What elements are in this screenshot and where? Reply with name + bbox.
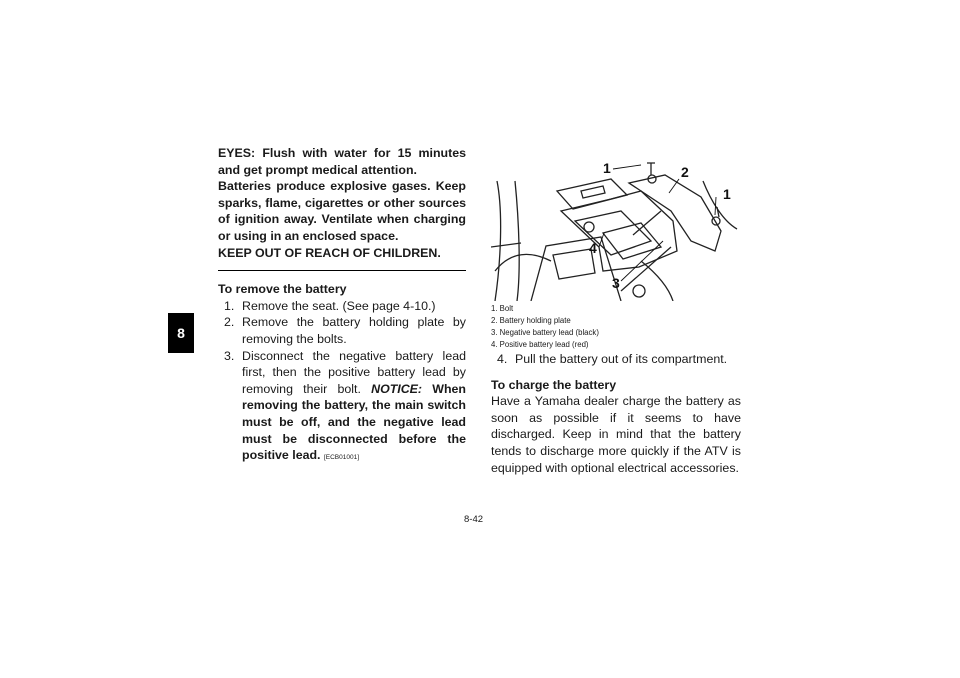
warning-block xyxy=(218,145,466,261)
step-3 xyxy=(218,348,466,467)
step-number: 3. xyxy=(224,348,235,363)
battery-illustration xyxy=(491,151,741,301)
left-column xyxy=(218,145,466,467)
legend-item: 1. Bolt xyxy=(491,304,514,313)
charge-battery-heading: To charge the battery xyxy=(491,377,617,392)
notice-text: When removing the battery, the main switch must be off, and the negative lead must be disconnected before the positive lead. xyxy=(242,381,467,463)
legend-item: 2. Battery holding plate xyxy=(491,316,571,325)
step-2 xyxy=(218,314,466,347)
step-number: 2. xyxy=(224,315,235,330)
remove-steps xyxy=(218,298,466,467)
notice-code: [ECB01001] xyxy=(323,454,360,462)
callout-holding-plate: 2 xyxy=(681,164,689,180)
step-text: Pull the battery out of its compartment. xyxy=(515,352,728,366)
notice-label: NOTICE: xyxy=(371,381,423,396)
callout-bolt-right: 1 xyxy=(723,186,731,202)
callout-bolt: 1 xyxy=(603,160,611,176)
legend-item: 3. Negative battery lead (black) xyxy=(491,328,599,337)
step-text: Remove the seat. (See page 4-10.) xyxy=(242,298,436,313)
remove-battery-heading: To remove the battery xyxy=(218,282,347,297)
warning-divider xyxy=(218,270,466,271)
callout-negative-lead: 3 xyxy=(612,275,620,291)
legend-item: 4. Positive battery lead (red) xyxy=(491,340,589,349)
battery-photo xyxy=(491,151,741,301)
step-1 xyxy=(218,298,466,315)
step-text: Disconnect the negative battery lead first, then the positive battery lead by removing their bolt. xyxy=(242,348,466,396)
warning-explosive-gases: Batteries produce explosive gases. Keep sparks, flame, cigarettes or other sources of ignition away. Ventilate when charging or using in an enclosed space. xyxy=(218,179,466,243)
warning-eyes: EYES: Flush with water for 15 minutes and get prompt medical attention. xyxy=(218,146,466,177)
after-figure-text xyxy=(491,351,741,476)
figure-legend xyxy=(491,303,741,351)
chapter-tab xyxy=(168,313,194,353)
page-number: 8-42 xyxy=(464,514,484,525)
charge-battery-text: Have a Yamaha dealer charge the battery as soon as possible if it seems to have discharged. Keep in mind that the battery tends to discharge more quickly if the ATV is equipped with optional electrical accessories. xyxy=(491,394,741,475)
warning-children: KEEP OUT OF REACH OF CHILDREN. xyxy=(218,245,441,260)
step-text: Remove the battery holding plate by removing the bolts. xyxy=(242,315,466,346)
callout-positive-lead: 4 xyxy=(589,240,597,256)
step-4 xyxy=(491,351,741,368)
step-number: 1. xyxy=(224,298,235,313)
step-number: 4. xyxy=(497,352,508,366)
chapter-number: 8 xyxy=(177,325,185,341)
